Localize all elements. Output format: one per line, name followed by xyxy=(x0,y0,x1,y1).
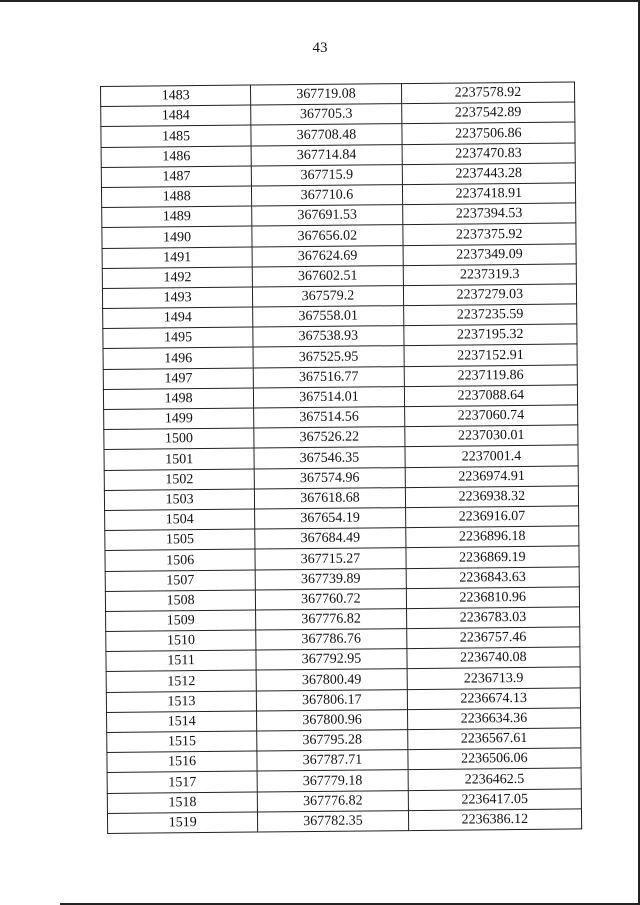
y-coordinate-cell: 2236674.13 xyxy=(407,688,581,710)
y-coordinate-cell: 2237152.91 xyxy=(404,344,578,366)
y-coordinate-cell: 2237443.28 xyxy=(402,163,576,185)
x-coordinate-cell: 367525.95 xyxy=(253,346,404,368)
point-number-cell: 1501 xyxy=(104,448,254,470)
point-number-cell: 1495 xyxy=(103,327,253,349)
point-number-cell: 1505 xyxy=(105,529,255,551)
y-coordinate-cell: 2236810.96 xyxy=(406,587,580,609)
x-coordinate-cell: 367546.35 xyxy=(254,447,405,469)
x-coordinate-cell: 367739.89 xyxy=(255,568,406,590)
y-coordinate-cell: 2236757.46 xyxy=(406,627,580,649)
x-coordinate-cell: 367782.35 xyxy=(258,810,409,832)
point-number-cell: 1518 xyxy=(107,792,257,814)
x-coordinate-cell: 367786.76 xyxy=(256,629,407,651)
y-coordinate-cell: 2236634.36 xyxy=(407,708,581,730)
y-coordinate-cell: 2236783.03 xyxy=(406,607,580,629)
point-number-cell: 1507 xyxy=(105,570,255,592)
point-number-cell: 1515 xyxy=(107,731,257,753)
x-coordinate-cell: 367705.3 xyxy=(251,104,402,126)
coordinates-table-body xyxy=(101,82,582,833)
x-coordinate-cell: 367715.27 xyxy=(255,548,406,570)
point-number-cell: 1503 xyxy=(104,489,254,511)
x-coordinate-cell: 367654.19 xyxy=(255,508,406,530)
x-coordinate-cell: 367714.84 xyxy=(251,144,402,166)
x-coordinate-cell: 367574.96 xyxy=(254,467,405,489)
x-coordinate-cell: 367516.77 xyxy=(253,366,404,388)
point-number-cell: 1494 xyxy=(103,307,253,329)
y-coordinate-cell: 2236896.18 xyxy=(405,526,579,548)
x-coordinate-cell: 367618.68 xyxy=(255,487,406,509)
y-coordinate-cell: 2237578.92 xyxy=(401,82,575,104)
y-coordinate-cell: 2237001.4 xyxy=(405,445,579,467)
y-coordinate-cell: 2237319.3 xyxy=(403,264,577,286)
y-coordinate-cell: 2237470.83 xyxy=(402,143,576,165)
y-coordinate-cell: 2237542.89 xyxy=(401,102,575,124)
point-number-cell: 1485 xyxy=(101,125,251,147)
y-coordinate-cell: 2236567.61 xyxy=(407,728,581,750)
point-number-cell: 1514 xyxy=(107,711,257,733)
page-border-top xyxy=(0,0,640,2)
y-coordinate-cell: 2236713.9 xyxy=(407,667,581,689)
point-number-cell: 1517 xyxy=(107,771,257,793)
x-coordinate-cell: 367514.01 xyxy=(254,386,405,408)
x-coordinate-cell: 367715.9 xyxy=(252,164,403,186)
point-number-cell: 1510 xyxy=(106,630,256,652)
x-coordinate-cell: 367538.93 xyxy=(253,326,404,348)
y-coordinate-cell: 2236386.12 xyxy=(408,809,582,831)
y-coordinate-cell: 2237235.59 xyxy=(403,304,577,326)
point-number-cell: 1493 xyxy=(102,287,252,309)
point-number-cell: 1506 xyxy=(105,549,255,571)
x-coordinate-cell: 367710.6 xyxy=(252,185,403,207)
point-number-cell: 1500 xyxy=(104,428,254,450)
y-coordinate-cell: 2236740.08 xyxy=(407,647,581,669)
x-coordinate-cell: 367779.18 xyxy=(257,770,408,792)
x-coordinate-cell: 367787.71 xyxy=(257,750,408,772)
x-coordinate-cell: 367708.48 xyxy=(251,124,402,146)
x-coordinate-cell: 367656.02 xyxy=(252,225,403,247)
y-coordinate-cell: 2237506.86 xyxy=(402,122,576,144)
point-number-cell: 1516 xyxy=(107,751,257,773)
x-coordinate-cell: 367602.51 xyxy=(252,265,403,287)
y-coordinate-cell: 2236938.32 xyxy=(405,486,579,508)
x-coordinate-cell: 367800.96 xyxy=(257,709,408,731)
coordinates-table xyxy=(100,81,582,833)
point-number-cell: 1484 xyxy=(101,105,251,127)
point-number-cell: 1491 xyxy=(102,247,252,269)
table-row xyxy=(107,809,581,834)
point-number-cell: 1497 xyxy=(103,368,253,390)
x-coordinate-cell: 367800.49 xyxy=(256,669,407,691)
point-number-cell: 1489 xyxy=(102,206,252,228)
y-coordinate-cell: 2236974.91 xyxy=(405,465,579,487)
point-number-cell: 1513 xyxy=(106,691,256,713)
y-coordinate-cell: 2236843.63 xyxy=(406,566,580,588)
y-coordinate-cell: 2237375.92 xyxy=(403,223,577,245)
x-coordinate-cell: 367558.01 xyxy=(253,306,404,328)
x-coordinate-cell: 367776.82 xyxy=(258,790,409,812)
x-coordinate-cell: 367526.22 xyxy=(254,427,405,449)
point-number-cell: 1504 xyxy=(105,509,255,531)
point-number-cell: 1509 xyxy=(106,610,256,632)
point-number-cell: 1511 xyxy=(106,650,256,672)
x-coordinate-cell: 367514.56 xyxy=(254,407,405,429)
point-number-cell: 1490 xyxy=(102,226,252,248)
x-coordinate-cell: 367684.49 xyxy=(255,528,406,550)
x-coordinate-cell: 367719.08 xyxy=(251,84,402,106)
y-coordinate-cell: 2237195.32 xyxy=(403,324,577,346)
y-coordinate-cell: 2237119.86 xyxy=(404,365,578,387)
y-coordinate-cell: 2236869.19 xyxy=(406,546,580,568)
point-number-cell: 1488 xyxy=(101,186,251,208)
y-coordinate-cell: 2237279.03 xyxy=(403,284,577,306)
point-number-cell: 1508 xyxy=(105,590,255,612)
y-coordinate-cell: 2237394.53 xyxy=(402,203,576,225)
y-coordinate-cell: 2236916.07 xyxy=(405,506,579,528)
x-coordinate-cell: 367624.69 xyxy=(252,245,403,267)
y-coordinate-cell: 2237088.64 xyxy=(404,385,578,407)
y-coordinate-cell: 2236506.06 xyxy=(408,748,582,770)
point-number-cell: 1499 xyxy=(104,408,254,430)
x-coordinate-cell: 367792.95 xyxy=(256,649,407,671)
point-number-cell: 1483 xyxy=(101,85,251,107)
point-number-cell: 1512 xyxy=(106,670,256,692)
y-coordinate-cell: 2237060.74 xyxy=(404,405,578,427)
point-number-cell: 1492 xyxy=(102,267,252,289)
y-coordinate-cell: 2236462.5 xyxy=(408,768,582,790)
point-number-cell: 1519 xyxy=(107,812,257,834)
point-number-cell: 1487 xyxy=(101,166,251,188)
x-coordinate-cell: 367760.72 xyxy=(256,588,407,610)
point-number-cell: 1502 xyxy=(104,469,254,491)
x-coordinate-cell: 367806.17 xyxy=(257,689,408,711)
x-coordinate-cell: 367579.2 xyxy=(253,285,404,307)
y-coordinate-cell: 2237418.91 xyxy=(402,183,576,205)
y-coordinate-cell: 2236417.05 xyxy=(408,788,582,810)
y-coordinate-cell: 2237030.01 xyxy=(404,425,578,447)
x-coordinate-cell: 367691.53 xyxy=(252,205,403,227)
point-number-cell: 1496 xyxy=(103,347,253,369)
point-number-cell: 1498 xyxy=(103,388,253,410)
y-coordinate-cell: 2237349.09 xyxy=(403,243,577,265)
point-number-cell: 1486 xyxy=(101,146,251,168)
x-coordinate-cell: 367776.82 xyxy=(256,608,407,630)
page-number: 43 xyxy=(312,40,328,56)
x-coordinate-cell: 367795.28 xyxy=(257,730,408,752)
